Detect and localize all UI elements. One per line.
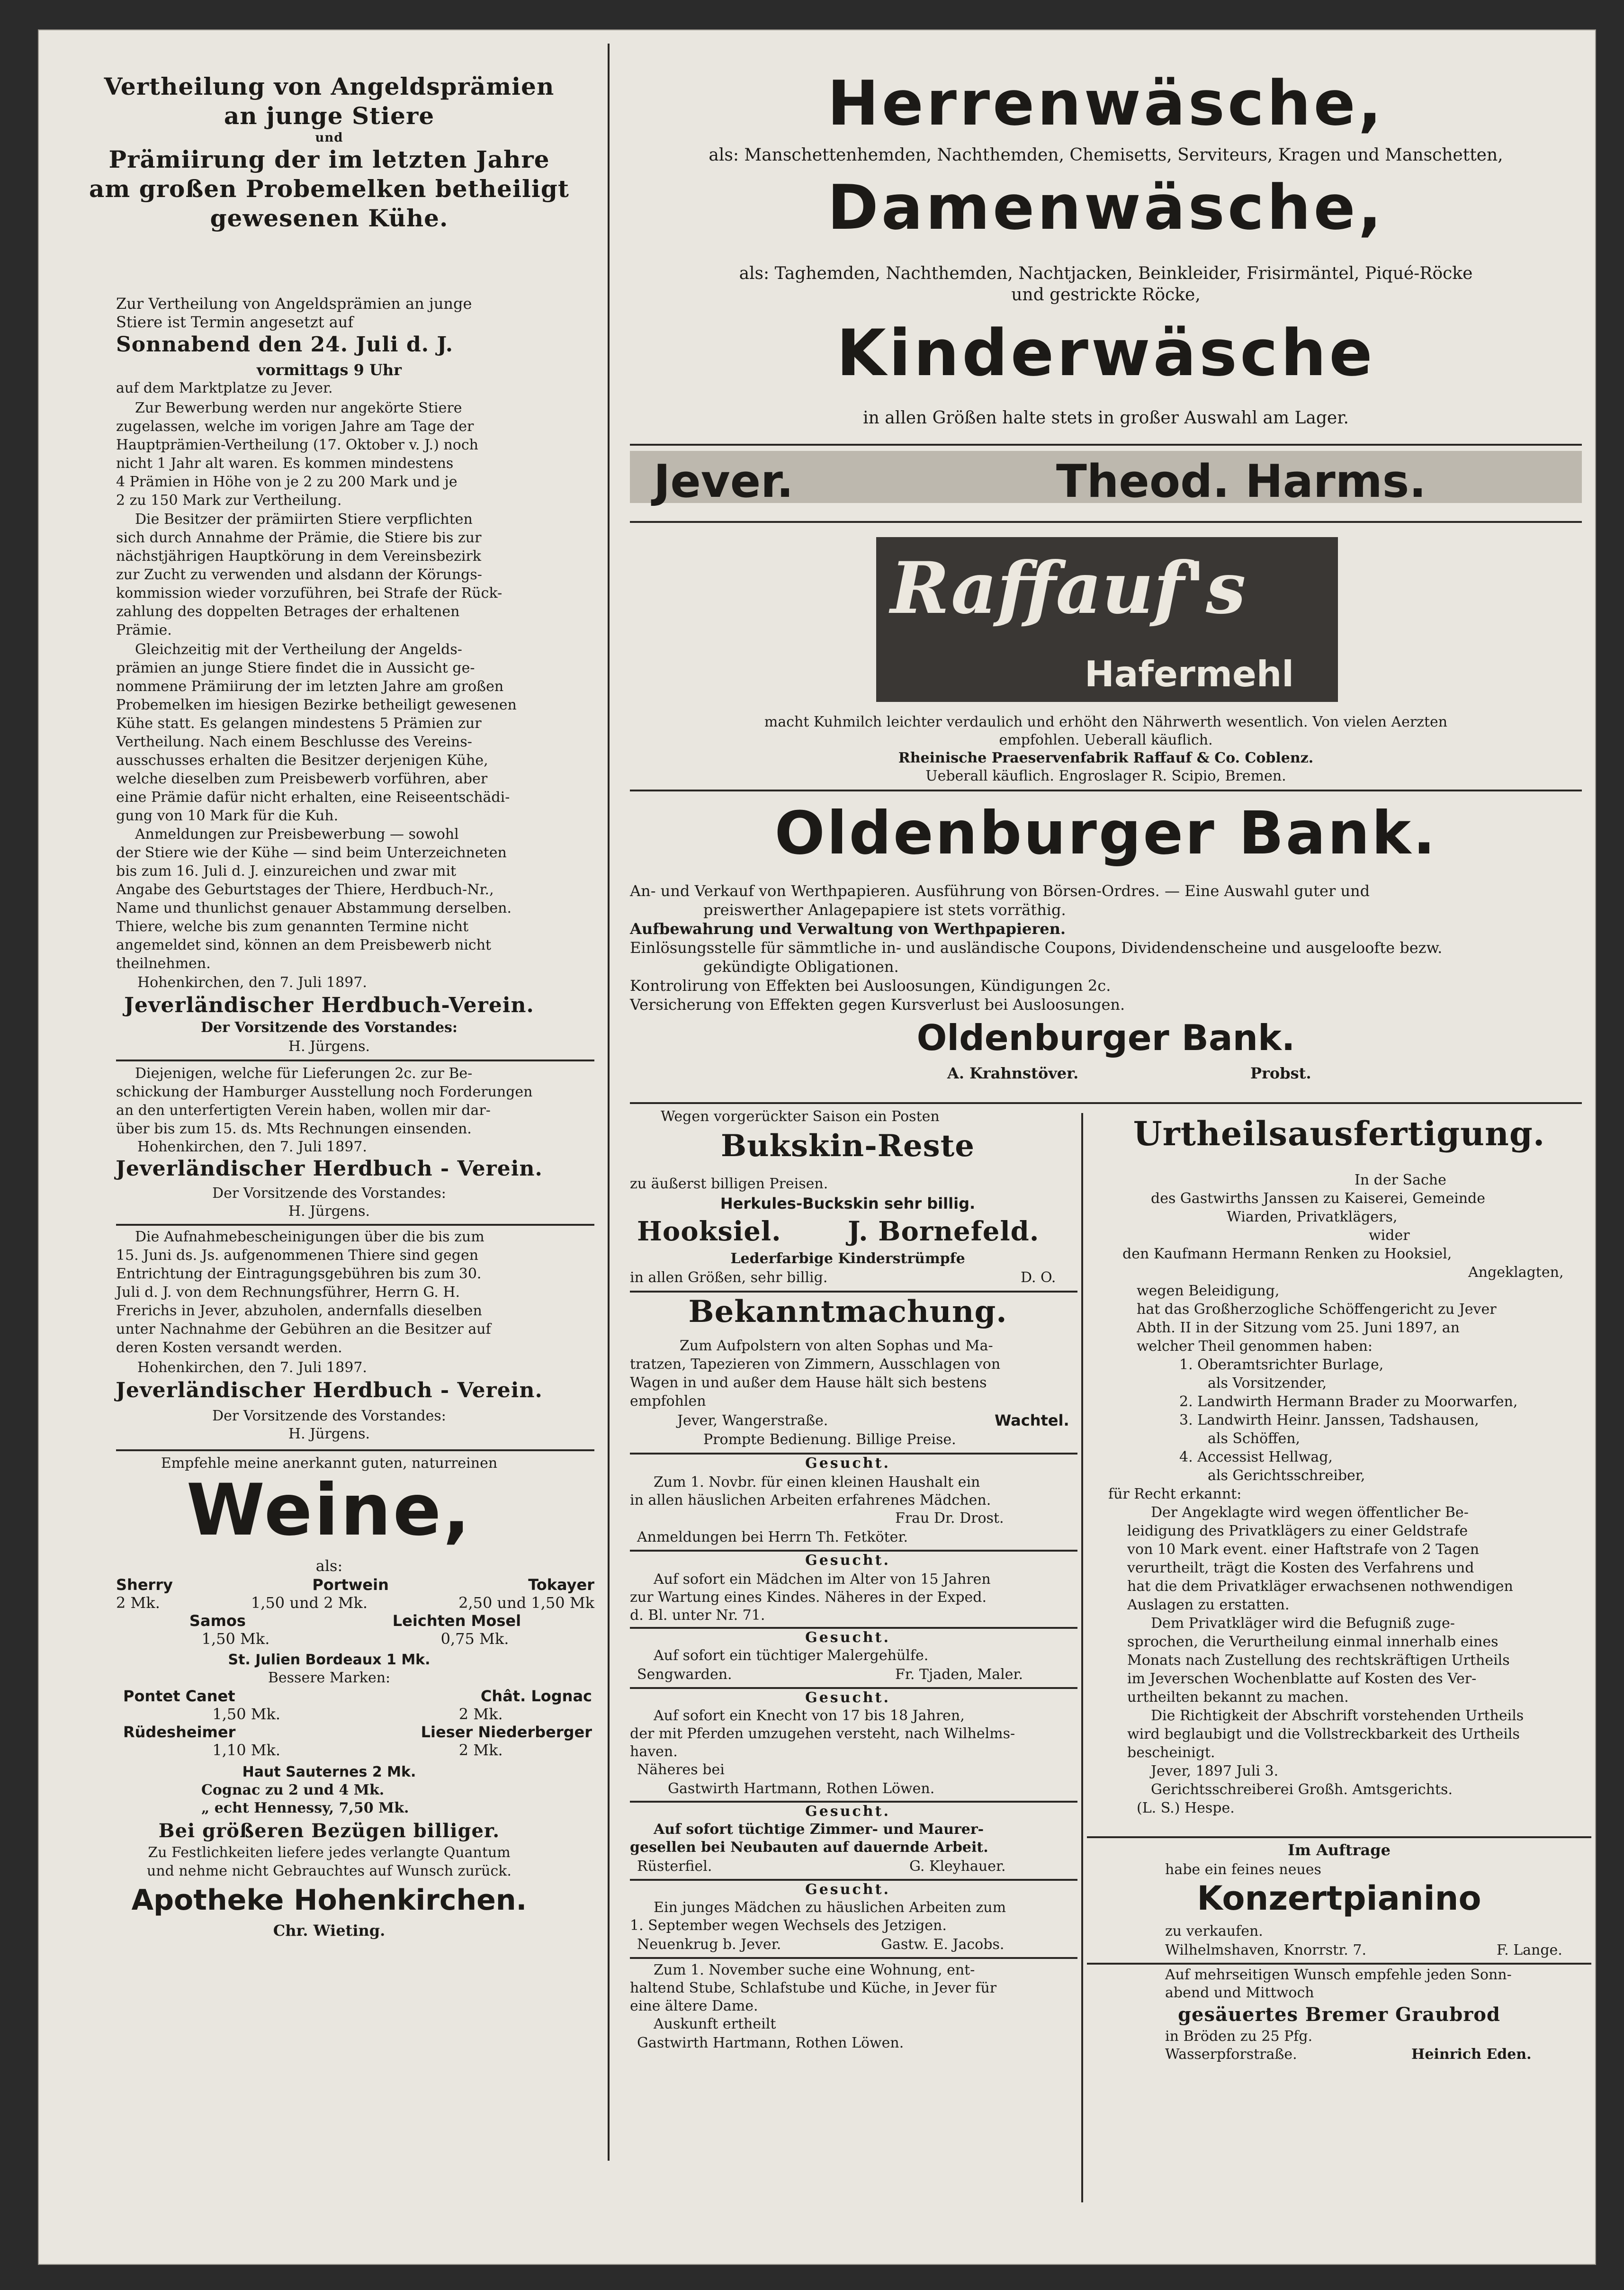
gesucht-4-text-1: Auf sofort ein Knecht von 17 bis 18 Jahren, — [654, 1707, 965, 1724]
gesucht-3-head: Gesucht. — [805, 1629, 890, 1646]
wine-cognac: Cognac zu 2 und 4 Mk. — [201, 1782, 385, 1798]
bek-place: Jever, Wangerstraße. — [677, 1412, 828, 1429]
angeld-title: Vertheilung von Angeldsprämien an junge Stiere und Prämiirung der im letzten Jahre am großen Probemelken betheiligt gewesenen Kühe. — [89, 72, 569, 232]
gesucht-2-text-2: zur Wartung eines Kindes. Näheres in der Exped. — [630, 1589, 987, 1606]
rule-left-1 — [116, 1060, 594, 1061]
apotheke-owner: Chr. Wieting. — [273, 1922, 386, 1940]
wohnung-text-2: haltend Stube, Schlafstube und Küche, in Jever für — [630, 1980, 997, 1996]
damen-sub-1: als: Taghemden, Nachthemden, Nachtjacken, Beinkleider, Frisirmäntel, Piqué-Röcke — [739, 264, 1473, 283]
bank-title-2: Oldenburger Bank. — [916, 1017, 1295, 1059]
column-rule-mid — [1081, 1113, 1083, 2202]
brot-title: gesäuertes Bremer Graubrod — [1178, 2003, 1500, 2026]
rule-right-1 — [1087, 1836, 1591, 1838]
raffauf-line-1: macht Kuhmilch leichter verdaulich und erhöht den Nährwerth wesentlich. Von vielen Aerzten — [764, 714, 1448, 730]
brot-place: Wasserpforstraße. — [1165, 2046, 1297, 2063]
bank-line-6: Kontrolirung von Effekten bei Ausloosungen, Kündigungen 2c. — [630, 977, 1111, 995]
wohnung-sig: Gastwirth Hartmann, Rothen Löwen. — [637, 2035, 904, 2051]
weine-title: Weine, — [186, 1469, 472, 1552]
angeld-time: vormittags 9 Uhr — [256, 361, 402, 379]
weine-intro: Empfehle meine anerkannt guten, naturreinen — [161, 1455, 498, 1472]
rule-mid-6 — [630, 1801, 1077, 1803]
strumpf-sig: D. O. — [1021, 1269, 1056, 1286]
gesucht-4-head: Gesucht. — [805, 1689, 890, 1706]
gesucht-1-text-1: Zum 1. Novbr. für einen kleinen Haushalt ein — [654, 1474, 980, 1491]
bank-sig-left: A. Krahnstöver. — [947, 1064, 1079, 1082]
angeld-para-3: Gleichzeitig mit der Vertheilung der Angelds- prämien an junge Stiere findet die in Aussicht ge- nommene Prämiirung der im letzten Jahre am großen Probemelken im hiesigen Bezirke betheiligt gewesenen Kühe statt. Es gelangen mindestens 5 Prämien zur Vertheilung. Nach einem Beschlusse des Vereins- ausschusses erhalten die Besitzer derjenigen Kühe, welche dieselben zum Preisbewerb vorführen, aber eine Prämie dafür nicht erhalten, eine Reiseentschädi- gung von 10 Mark für die Kuh. — [116, 641, 517, 824]
buck-title: Bukskin-Reste — [721, 1128, 975, 1164]
wohnung-text-1: Zum 1. November suche eine Wohnung, ent- — [654, 1962, 975, 1978]
weine-billiger: Bei größeren Bezügen billiger. — [158, 1820, 500, 1842]
rule-harms-bottom — [630, 521, 1582, 523]
buck-place: Hooksiel. — [637, 1216, 781, 1247]
wohnung-text-4: Auskunft ertheilt — [654, 2016, 776, 2032]
wine-list-2: Pontet Canet Chât. Lognac 1,50 Mk. 2 Mk. Rüdesheimer Lieser Niederberger 1,10 Mk. 2 Mk. — [123, 1687, 592, 1759]
rule-mid-3 — [630, 1550, 1077, 1552]
weine-als: als: — [315, 1557, 343, 1575]
apotheke-name: Apotheke Hohenkirchen. — [131, 1884, 527, 1917]
raffauf-logo — [876, 537, 1338, 702]
brot-name: Heinrich Eden. — [1411, 2046, 1532, 2063]
verein-name-3: Jeverländischer Herdbuch - Verein. — [116, 1378, 543, 1402]
gesucht-4-sig: Gastwirth Hartmann, Rothen Löwen. — [668, 1780, 935, 1797]
angeld-para-1: Zur Bewerbung werden nur angekörte Stiere zugelassen, welche im vorigen Jahre am Tage der Hauptprämien-Vertheilung (17. Oktober v. J.) noch nicht 1 Jahr alt waren. Es kommen mindestens 4 Prämien in Höhe von je 2 zu 200 Mark und je 2 zu 150 Mark zur Vertheilung. — [116, 400, 478, 509]
verein-vors-2: Der Vorsitzende des Vorstandes: — [212, 1185, 446, 1202]
gesucht-3-name: Fr. Tjaden, Maler. — [895, 1666, 1023, 1683]
wine-hennessy: „ echt Hennessy, 7,50 Mk. — [201, 1800, 409, 1816]
herren-sub: als: Manschettenhemden, Nachthemden, Chemisetts, Serviteurs, Kragen und Manschetten, — [709, 145, 1503, 165]
auftrag-head: Im Auftrage — [1288, 1841, 1391, 1859]
harms-city: Jever. — [654, 456, 794, 508]
gesucht-1-head: Gesucht. — [805, 1455, 890, 1472]
newspaper-page — [38, 29, 1596, 2265]
gesucht-5-name: G. Kleyhauer. — [909, 1858, 1006, 1875]
gesucht-3-place: Sengwarden. — [637, 1666, 732, 1683]
wohnung-text-3: eine ältere Dame. — [630, 1998, 758, 2014]
rule-bank — [630, 1102, 1582, 1104]
gesucht-5-head: Gesucht. — [805, 1803, 890, 1820]
kinder-sub: in allen Größen halte stets in großer Auswahl am Lager. — [863, 408, 1349, 428]
raffauf-line-4: Ueberall käuflich. Engroslager R. Scipio, Bremen. — [925, 768, 1286, 784]
strumpf-sub: in allen Größen, sehr billig. — [630, 1269, 828, 1286]
brot-text-2: abend und Mittwoch — [1165, 1985, 1314, 2001]
bank-line-2: preiswerther Anlagepapiere ist stets vorräthig. — [703, 901, 1066, 919]
gesucht-2-head: Gesucht. — [805, 1552, 890, 1569]
gesucht-3-text: Auf sofort ein tüchtiger Malergehülfe. — [654, 1647, 929, 1664]
angeld-para-4: Anmeldungen zur Preisbewerbung — sowohl der Stiere wie der Kühe — sind beim Unterzeichneten bis zum 16. Juli d. J. einzureichen und zwar mit Angabe des Geburtstages der Thiere, Herdbuch-Nr., Name und thunlichst genauer Abstammung derselben. Thiere, welche bis zum genannten Termine nicht angemeldet sind, können an dem Preisbewerb nicht theilnehmen. — [116, 826, 512, 972]
column-rule-left — [608, 44, 610, 2161]
bek-text-2: tratzen, Tapezieren von Zimmern, Ausschlagen von Wagen in und außer dem Hause hält sich bestens empfohlen — [630, 1356, 1001, 1410]
rule-harms-top — [630, 444, 1582, 446]
gesucht-4-text-3: haven. — [630, 1743, 678, 1760]
bank-title: Oldenburger Bank. — [774, 799, 1437, 868]
verein-name-1: Jeverländischer Herdbuch-Verein. — [124, 993, 534, 1017]
raffauf-line-3: Rheinische Praeservenfabrik Raffauf & Co. Coblenz. — [898, 750, 1314, 766]
brot-price: in Bröden zu 25 Pfg. — [1165, 2028, 1313, 2045]
rule-mid-2 — [630, 1453, 1077, 1455]
aufnahme-dateline: Hohenkirchen, den 7. Juli 1897. — [137, 1359, 367, 1376]
harms-name: Theod. Harms. — [1056, 456, 1427, 508]
hamburg-notice: Diejenigen, welche für Lieferungen 2c. zur Be- schickung der Hamburger Ausstellung noch Forderungen an den unterfertigten Verein haben, wollen mir dar- über bis zum 15. ds. Mts Rechnungen einsenden. — [116, 1065, 533, 1137]
bank-line-1: An- und Verkauf von Werthpapieren. Ausführung von Börsen-Ordres. — Eine Auswahl guter und — [630, 882, 1370, 900]
buck-price: zu äußerst billigen Preisen. — [630, 1176, 828, 1192]
verein-vors-1: Der Vorsitzende des Vorstandes: — [200, 1019, 458, 1036]
raffauf-line-2: empfohlen. Ueberall käuflich. — [999, 732, 1213, 748]
damen-sub-2: und gestrickte Röcke, — [1011, 285, 1201, 305]
gesucht-1-sig: Frau Dr. Drost. — [895, 1510, 1004, 1527]
bek-foot: Prompte Bedienung. Billige Preise. — [703, 1431, 956, 1448]
angeld-intro-2: Stiere ist Termin angesetzt auf — [116, 313, 354, 331]
rule-left-2 — [116, 1224, 594, 1226]
gesucht-1-foot: Anmeldungen bei Herrn Th. Fetköter. — [637, 1529, 908, 1545]
urtheil-body: In der Sache des Gastwirths Janssen zu Kaiserei, Gemeinde Wiarden, Privatklägers, wider den Kaufmann Hermann Renken zu Hooksiel, Angeklagten, wegen Beleidigung, hat das Großherzogliche Schöffengericht zu Jever Abth. II in der Sitzung vom 25. Juni 1897, an welcher Theil genommen haben: 1. Oberamtsrichter Burlage, als Vorsitzender, 2. Landwirth Hermann Brader zu Moorwarfen, 3. Landwirth Heinr. Janssen, Tadshausen, als Schöffen, 4. Accessist Hellwag, als Gerichtsschreiber, für Recht erkannt: Der Angeklagte wird wegen öffentlicher Be- leidigung des Privatklägers zu einer Geldstrafe von 10 Mark event. einer Haftstrafe von 2 Tagen verurtheilt, trägt die Kosten des Verfahrens und hat die dem Privatkläger erwachsenen nothwendigen Auslagen zu erstatten. Dem Privatkläger wird die Befugniß zuge- sprochen, die Verurtheilung einmal innerhalb eines Monats nach Zustellung des rechtskräftigen Urtheils im Jeverschen Wochenblatte auf Kosten des Ver- urtheilten bekannt zu machen. Die Richtigkeit der Abschrift vorstehenden Urtheils wird beglaubigt und die Vollstreckbarkeit des Urtheils bescheinigt. Jever, 1897 Juli 3. Gerichtsschreiberei Großh. Amtsgerichts. (L. S.) Hespe. — [1108, 1172, 1564, 1816]
wine-list-1: Sherry Portwein Tokayer 2 Mk. 1,50 und 2 Mk. 2,50 und 1,50 Mk Samos Leichten Mosel 1,50 Mk. 0,75 Mk. — [116, 1576, 594, 1648]
angeld-para-2: Die Besitzer der prämiirten Stiere verpflichten sich durch Annahme der Prämie, die Stiere bis zur nächstjährigen Hauptkörung in dem Vereinsbezirk zur Zucht zu verwenden und alsdann der Körungs- kommission wieder vorzuführen, bei Strafe der Rück- zahlung des doppelten Betrages der erhaltenen Prämie. — [116, 511, 502, 638]
brot-text-1: Auf mehrseitigen Wunsch empfehle jeden Sonn- — [1165, 1967, 1512, 1983]
verein-name-2: Jeverländischer Herdbuch - Verein. — [116, 1157, 543, 1181]
rule-left-3 — [116, 1449, 594, 1451]
verein-sig-3: H. Jürgens. — [288, 1426, 370, 1442]
bek-name: Wachtel. — [995, 1411, 1069, 1429]
aufnahme-notice: Die Aufnahmebescheinigungen über die bis zum 15. Juni ds. Js. aufgenommenen Thiere sind gegen Entrichtung der Eintragungsgebühren bis zum 30. Juli d. J. von dem Rechnungsführer, Herrn G. H. Frerichs in Jever, abzuholen, andernfalls dieselben unter Nachnahme der Gebühren an die Besitzer auf deren Kosten versandt werden. — [116, 1229, 491, 1356]
piano-place: Wilhelmshaven, Knorrstr. 7. — [1165, 1942, 1366, 1958]
gesucht-2-text-3: d. Bl. unter Nr. 71. — [630, 1607, 765, 1624]
buck-name: J. Bornefeld. — [848, 1216, 1040, 1247]
rule-right-2 — [1087, 1963, 1591, 1965]
urtheil-title: Urtheilsausfertigung. — [1133, 1114, 1545, 1153]
bank-line-4: Einlösungsstelle für sämmtliche in- und ausländische Coupons, Dividendenscheine und ausgeloofte bezw. — [630, 939, 1443, 957]
gesucht-6-name: Gastw. E. Jacobs. — [881, 1936, 1005, 1953]
rule-mid-4 — [630, 1627, 1077, 1629]
gesucht-6-text-2: 1. September wegen Wechsels des Jetzigen. — [630, 1917, 947, 1934]
gesucht-6-place: Neuenkrug b. Jever. — [637, 1936, 781, 1953]
gesucht-6-text-1: Ein junges Mädchen zu häuslichen Arbeiten zum — [654, 1899, 1006, 1916]
gesucht-5-place: Rüsterfiel. — [637, 1858, 712, 1875]
rule-raffauf — [630, 790, 1582, 791]
raffauf-logo-script: Raffauf's — [890, 547, 1246, 630]
piano-name: F. Lange. — [1497, 1942, 1562, 1958]
gesucht-6-head: Gesucht. — [805, 1881, 890, 1898]
piano-title: Konzertpianino — [1197, 1879, 1481, 1918]
rule-mid-8 — [630, 1957, 1077, 1959]
gesucht-5-text-2: gesellen bei Neubauten auf dauernde Arbeit. — [630, 1839, 988, 1856]
angeld-dateline: Hohenkirchen, den 7. Juli 1897. — [137, 974, 367, 991]
kinder-title: Kinderwäsche — [836, 316, 1375, 390]
weine-fest: Zu Festlichkeiten liefere jedes verlangte Quantum und nehme nicht Gebrauchtes auf Wunsch zurück. — [147, 1844, 511, 1879]
gesucht-4-text-4: Näheres bei — [637, 1761, 725, 1778]
buck-intro: Wegen vorgerückter Saison ein Posten — [661, 1108, 940, 1125]
bank-line-5: gekündigte Obligationen. — [703, 958, 899, 976]
bank-line-7: Versicherung von Effekten gegen Kursverlust bei Ausloosungen. — [630, 996, 1125, 1014]
bek-title: Bekanntmachung. — [688, 1294, 1007, 1329]
verein-sig-2: H. Jürgens. — [288, 1203, 370, 1220]
angeld-date: Sonnabend den 24. Juli d. J. — [116, 332, 454, 357]
piano-verkaufen: zu verkaufen. — [1165, 1923, 1263, 1940]
wine-bordeaux: St. Julien Bordeaux 1 Mk. — [228, 1652, 431, 1668]
hamburg-dateline: Hohenkirchen, den 7. Juli 1897. — [137, 1139, 367, 1155]
rule-mid-1 — [630, 1291, 1077, 1293]
bank-sig-right: Probst. — [1250, 1064, 1311, 1082]
verein-vors-3: Der Vorsitzende des Vorstandes: — [212, 1408, 446, 1424]
gesucht-1-text-2: in allen häuslichen Arbeiten erfahrenes Mädchen. — [630, 1492, 991, 1509]
damen-title: Damenwäsche, — [827, 171, 1385, 243]
gesucht-5-text-1: Auf sofort tüchtige Zimmer- und Maurer- — [654, 1821, 984, 1838]
strumpf-title: Lederfarbige Kinderstrümpfe — [730, 1250, 965, 1267]
angeld-place: auf dem Marktplatze zu Jever. — [116, 380, 333, 396]
auftrag-sub: habe ein feines neues — [1165, 1861, 1321, 1878]
gesucht-4-text-2: der mit Pferden umzugehen versteht, nach Wilhelms- — [630, 1725, 1015, 1742]
raffauf-logo-sub: Hafermehl — [1085, 653, 1294, 695]
bek-text: Zum Aufpolstern von alten Sophas und Ma- — [680, 1338, 993, 1354]
angeld-intro: Zur Vertheilung von Angeldsprämien an junge — [116, 295, 472, 313]
gesucht-2-text-1: Auf sofort ein Mädchen im Alter von 15 Jahren — [654, 1571, 991, 1588]
wine-sauternes: Haut Sauternes 2 Mk. — [242, 1764, 416, 1780]
bank-line-3: Aufbewahrung und Verwaltung von Werthpapieren. — [630, 920, 1066, 938]
verein-sig-1: H. Jürgens. — [288, 1038, 370, 1055]
rule-mid-5 — [630, 1687, 1077, 1689]
herren-title: Herrenwäsche, — [827, 67, 1385, 139]
wine-bessere: Bessere Marken: — [268, 1670, 391, 1686]
rule-mid-7 — [630, 1879, 1077, 1881]
buck-herkules: Herkules-Buckskin sehr billig. — [720, 1194, 976, 1212]
